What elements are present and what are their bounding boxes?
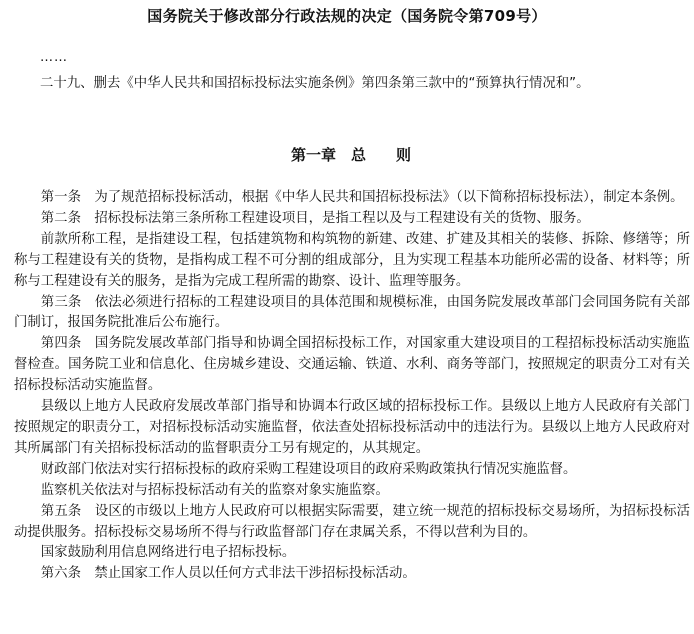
article-4-clause-4-paragraph: 监察机关依法对与招标投标活动有关的监察对象实施监察。 [40,482,389,498]
article-4-clause-3-paragraph: 财政部门依法对实行招标投标的政府采购工程建设项目的政府采购政策执行情况实施监督。 [40,461,577,477]
document-title: 国务院关于修改部分行政法规的决定（国务院令第709号） [147,7,547,25]
omission-ellipsis: …… [40,50,68,65]
article-1-paragraph: 第一条 为了规范招标投标活动，根据《中华人民共和国招标投标法》（以下简称招标投标法），制定本条例。 [40,190,684,205]
amendment-item: 二十九、删去《中华人民共和国招标投标法实施条例》第四条第三款中的“预算执行情况和”。 [40,76,590,91]
regulation-body [14,188,690,585]
article-5-paragraph: 第五条 设区的市级以上地方人民政府可以根据实际需要，建立统一规范的招标投标交易场所，为招标投标活动提供服务。招标投标交易场所不得与行政监督部门存在隶属关系，不得以营利为目的。 [14,503,690,540]
article-4-clause-2-paragraph: 县级以上地方人民政府发展改革部门指导和协调本行政区域的招标投标工作。县级以上地方人民政府有关部门按照规定的职责分工，对招标投标活动实施监督，依法查处招标投标活动中的违法行为。县级以上地方人民政府对其所属部门有关招标投标活动的监督职责分工另有规定的，从其规定。 [14,399,690,456]
chapter-title: 第一章 总 则 [290,146,411,164]
article-2-paragraph: 第二条 招标投标法第三条所称工程建设项目，是指工程以及与工程建设有关的货物、服务。 [40,210,590,226]
article-4-paragraph: 第四条 国务院发展改革部门指导和协调全国招标投标工作，对国家重大建设项目的工程招标投标活动实施监督检查。国务院工业和信息化、住房城乡建设、交通运输、铁道、水利、商务等部门，按照规定的职责分工对有关招标投标活动实施监督。 [14,336,690,394]
article-3-paragraph: 第三条 依法必须进行招标的工程建设项目的具体范围和规模标准，由国务院发展改革部门会同国务院有关部门制订，报国务院批准后公布施行。 [14,294,690,331]
article-6-paragraph: 第六条 禁止国家工作人员以任何方式非法干涉招标投标活动。 [40,566,416,582]
article-5-clause-2-paragraph: 国家鼓励利用信息网络进行电子招标投标。 [40,545,296,561]
article-2-clause-paragraph: 前款所称工程，是指建设工程，包括建筑物和构筑物的新建、改建、扩建及其相关的装修、拆除、修缮等；所称与工程建设有关的货物，是指构成工程不可分割的组成部分，且为实现工程基本功能所必需的设备、材料等；所称与工程建设有关的服务，是指为完成工程所需的勘察、设计、监理等服务。 [14,231,690,289]
